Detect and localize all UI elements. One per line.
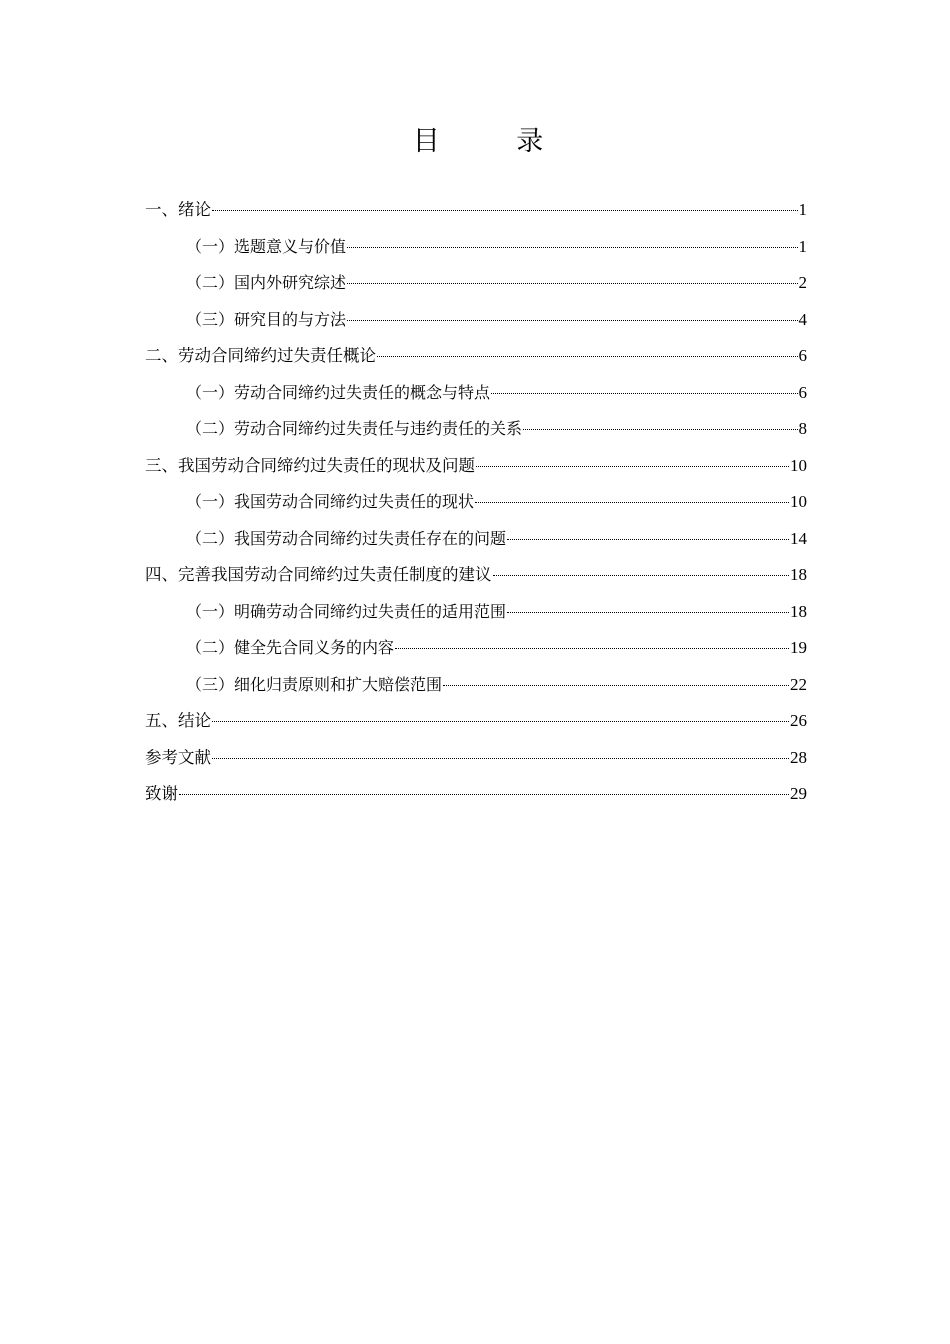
dot-leader — [493, 575, 790, 576]
toc-entry[interactable] — [145, 776, 807, 813]
dot-leader — [523, 429, 797, 430]
toc-entry-text: 参考文献 — [145, 747, 211, 767]
toc-page-number: 6 — [798, 346, 807, 365]
toc-page-number: 6 — [798, 382, 807, 402]
dot-leader — [507, 612, 789, 613]
toc-entry-text: 二、劳动合同缔约过失责任概论 — [145, 346, 376, 365]
dot-leader — [443, 685, 789, 686]
toc-page-number: 18 — [790, 601, 807, 621]
toc-entry[interactable] — [145, 667, 807, 704]
toc-page-number: 2 — [798, 273, 807, 292]
toc-page-number: 8 — [798, 419, 807, 438]
toc-entry[interactable] — [145, 703, 807, 740]
toc-page-number: 1 — [798, 236, 807, 256]
toc-entry[interactable] — [145, 302, 807, 339]
toc-page-number: 19 — [790, 638, 807, 657]
toc-entry-text: 一、绪论 — [145, 200, 211, 219]
dot-leader — [347, 283, 797, 284]
toc-entry-text: （一）我国劳动合同缔约过失责任的现状 — [186, 492, 475, 511]
toc-page-number: 29 — [790, 784, 807, 803]
dot-leader — [212, 721, 789, 722]
dot-leader — [212, 210, 798, 211]
toc-entry-text: （三）细化归责原则和扩大赔偿范围 — [186, 674, 443, 694]
toc-entry[interactable] — [145, 484, 807, 521]
toc-entry[interactable] — [145, 338, 807, 375]
dot-leader — [347, 320, 797, 321]
toc-page-number: 22 — [790, 674, 807, 694]
dot-leader — [491, 393, 797, 394]
toc-entry[interactable] — [145, 521, 807, 558]
toc-entry-text: （二）我国劳动合同缔约过失责任存在的问题 — [186, 528, 507, 548]
toc-entry[interactable] — [145, 448, 807, 485]
dot-leader — [507, 539, 789, 540]
toc-page-number: 14 — [790, 528, 807, 548]
dot-leader — [395, 648, 789, 649]
dot-leader — [377, 356, 798, 357]
toc-entry-text: 三、我国劳动合同缔约过失责任的现状及问题 — [145, 455, 475, 475]
toc-page-number: 18 — [790, 565, 807, 584]
dot-leader — [179, 794, 789, 795]
dot-leader — [212, 758, 789, 759]
toc-entry[interactable] — [145, 265, 807, 302]
toc-entry[interactable] — [145, 630, 807, 667]
toc-page-number: 28 — [790, 747, 807, 767]
toc-entry[interactable] — [145, 375, 807, 412]
toc-entry[interactable] — [145, 594, 807, 631]
toc-page-number: 10 — [790, 492, 807, 511]
toc-entry-text: （一）明确劳动合同缔约过失责任的适用范围 — [186, 601, 507, 621]
toc-page-number: 10 — [790, 455, 807, 475]
toc-entry[interactable] — [145, 411, 807, 448]
page-title: 目 录 — [412, 126, 578, 157]
toc-entry-text: 致谢 — [145, 784, 178, 803]
toc-entry-text: 五、结论 — [145, 711, 211, 730]
toc-entry-text: （一）劳动合同缔约过失责任的概念与特点 — [186, 382, 491, 402]
toc-entry[interactable] — [145, 192, 807, 229]
toc-page-number: 26 — [790, 711, 807, 730]
toc-entry[interactable] — [145, 557, 807, 594]
toc-entry-text: （三）研究目的与方法 — [186, 309, 347, 329]
dot-leader — [347, 247, 797, 248]
toc-entry-text: （一）选题意义与价值 — [186, 236, 347, 256]
toc-entry-text: （二）劳动合同缔约过失责任与违约责任的关系 — [186, 419, 523, 438]
dot-leader — [476, 466, 789, 467]
toc-entry[interactable] — [145, 229, 807, 266]
toc-entry-text: （二）健全先合同义务的内容 — [186, 638, 395, 657]
dot-leader — [475, 502, 789, 503]
toc-entry-text: 四、完善我国劳动合同缔约过失责任制度的建议 — [145, 565, 492, 584]
toc-page-number: 1 — [798, 200, 807, 219]
toc-page-number: 4 — [798, 309, 807, 329]
table-of-contents — [145, 192, 807, 813]
toc-entry-text: （二）国内外研究综述 — [186, 273, 347, 292]
toc-entry[interactable] — [145, 740, 807, 777]
